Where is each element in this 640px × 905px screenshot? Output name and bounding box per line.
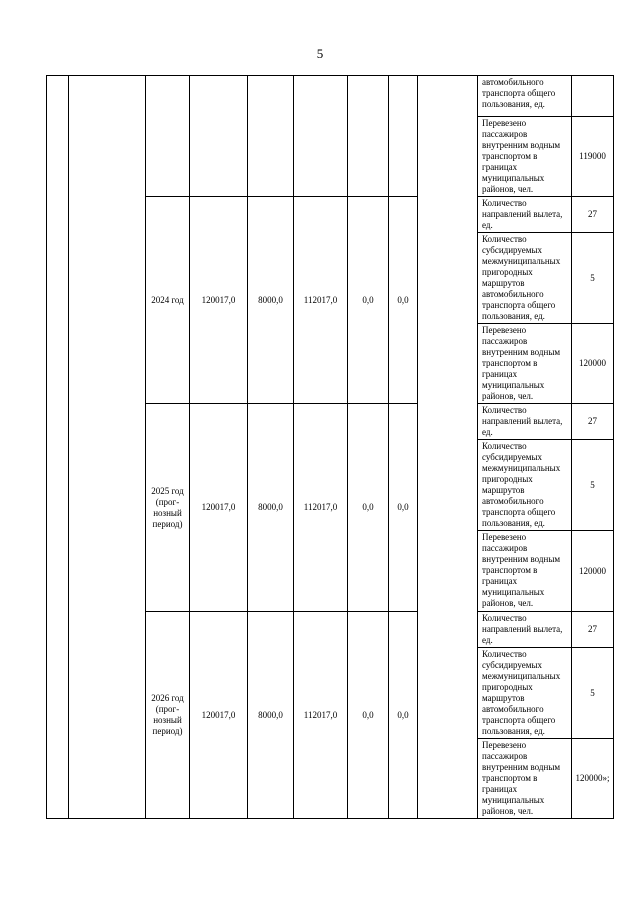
indicator-value: 5	[572, 648, 614, 739]
indicator-value: 5	[572, 440, 614, 531]
indicator-continuation: автомобильного транспорта общего пользования, ед.	[478, 76, 572, 117]
indicator-passengers: Перевезено пассажиров внутренним водным транспортом в границах муниципальных районов, чел.	[478, 531, 572, 612]
budget-value: 8000,0	[248, 612, 294, 819]
budget-value: 0,0	[348, 612, 389, 819]
indicator-value	[572, 76, 614, 117]
budget-value: 0,0	[389, 612, 418, 819]
indicator-value: 120000	[572, 531, 614, 612]
empty-cell	[348, 76, 389, 197]
indicator-directions: Количество направлений вылета, ед.	[478, 612, 572, 648]
indicator-directions: Количество направлений вылета, ед.	[478, 404, 572, 440]
total-value: 120017,0	[190, 612, 248, 819]
year-label: 2024 год	[146, 197, 190, 404]
empty-cell	[190, 76, 248, 197]
budget-value: 0,0	[389, 404, 418, 612]
empty-cell	[146, 76, 190, 197]
indicator-value: 120000»;	[572, 739, 614, 819]
indicator-passengers: Перевезено пассажиров внутренним водным транспортом в границах муниципальных районов, чел.	[478, 324, 572, 404]
indicator-directions: Количество направлений вылета, ед.	[478, 197, 572, 233]
indicator-routes: Количество субсидируемых межмуниципальных пригородных маршрутов автомобильного транспорта общего пользования, ед.	[478, 233, 572, 324]
year-label: 2026 год (прог-нозный период)	[146, 612, 190, 819]
empty-cell	[294, 76, 348, 197]
total-value: 120017,0	[190, 404, 248, 612]
indicator-routes: Количество субсидируемых межмуниципальных пригородных маршрутов автомобильного транспорта общего пользования, ед.	[478, 648, 572, 739]
empty-cell	[389, 76, 418, 197]
total-value: 120017,0	[190, 197, 248, 404]
indicator-passengers: Перевезено пассажиров внутренним водным транспортом в границах муниципальных районов, чел.	[478, 117, 572, 197]
page-number: 5	[316, 46, 324, 61]
empty-cell	[47, 76, 69, 819]
indicator-value: 120000	[572, 324, 614, 404]
budget-value: 8000,0	[248, 197, 294, 404]
budget-value: 0,0	[389, 197, 418, 404]
budget-value: 112017,0	[294, 404, 348, 612]
indicator-value: 27	[572, 612, 614, 648]
indicator-value: 119000	[572, 117, 614, 197]
empty-cell	[418, 76, 478, 819]
empty-cell	[69, 76, 146, 819]
budget-value: 112017,0	[294, 197, 348, 404]
table-row	[47, 76, 614, 117]
budget-value: 0,0	[348, 404, 389, 612]
year-label: 2025 год (прог-нозный период)	[146, 404, 190, 612]
indicator-routes: Количество субсидируемых межмуниципальных пригородных маршрутов автомобильного транспорта общего пользования, ед.	[478, 440, 572, 531]
budget-table	[46, 75, 614, 819]
empty-cell	[248, 76, 294, 197]
indicator-passengers: Перевезено пассажиров внутренним водным транспортом в границах муниципальных районов, чел.	[478, 739, 572, 819]
indicator-value: 27	[572, 404, 614, 440]
indicator-value: 27	[572, 197, 614, 233]
budget-value: 8000,0	[248, 404, 294, 612]
budget-value: 0,0	[348, 197, 389, 404]
budget-value: 112017,0	[294, 612, 348, 819]
indicator-value: 5	[572, 233, 614, 324]
